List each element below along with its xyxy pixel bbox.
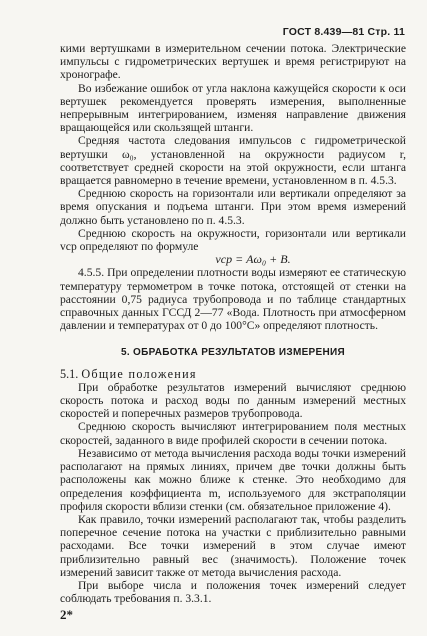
subsection-title: Общие положения bbox=[81, 366, 197, 381]
formula: vср = Aω₀ + B. bbox=[215, 252, 291, 267]
subsection-number: 5.1. bbox=[60, 366, 79, 381]
page-signature: 2* bbox=[60, 607, 73, 622]
page-body bbox=[60, 42, 406, 605]
paragraph: Среднюю скорость вычисляют интегрированием поля местных скоростей, заданного в виде профилей скорости в сечении потока. bbox=[60, 420, 406, 447]
paragraph: 4.5.5. При определении плотности воды измеряют ее статическую температуру термометром в точке потока, отстоящей от стенки на расстоянии 0,75 радиуса трубопровода и по таблице стандартных справочных данных ГССД 2—77 «Вода. Плотность при атмосферном давлении и температурах от 0 до 100°С» определяют плотность. bbox=[60, 266, 406, 333]
paragraph: Как правило, точки измерений располагают так, чтобы разделить поперечное сечение потока на участки с приблизительно равными расходами. Все точки измерений в этом случае имеют приблизительно равный вес (значимость). Положение точек измерений зависит также от метода вычисления расхода. bbox=[60, 512, 406, 579]
subsection-heading bbox=[60, 368, 406, 381]
paragraph: Во избежание ошибок от угла наклона кажущейся скорости к оси вертушек рекомендуется проверять измерения, выполненные непрерывным интегрированием, изменяя направление движения вращающейся или скользящей штанги. bbox=[60, 81, 406, 135]
paragraph: При обработке результатов измерений вычисляют среднюю скорость потока и расход воды по данным измерений местных скоростей и поперечных размеров трубопровода. bbox=[60, 380, 406, 421]
paragraph: кими вертушками в измерительном сечении потока. Электрические импульсы с гидрометрических вертушек и время регистрируют на хронографе. bbox=[60, 42, 406, 82]
paragraph: Независимо от метода вычисления расхода воды точки измерений располагают на прямых линиях, причем две точки должны быть расположены как можно ближе к стенке. Это необходимо для определения коэффициента m, используемого для экстраполяции профиля скорости вблизи стенки (см. обязательное приложение 4). bbox=[60, 446, 406, 513]
paragraph: При выборе числа и положения точек измерений следует соблюдать требования п. 3.3.1. bbox=[60, 578, 406, 606]
paragraph: Среднюю скорость на горизонтали или вертикали определяют за время опускания и подъема штанги. При этом время измерений должно быть установлено по п. 4.5.3. bbox=[60, 187, 406, 227]
page-header: ГОСТ 8.439—81 Стр. 11 bbox=[282, 26, 405, 38]
section-title: 5. ОБРАБОТКА РЕЗУЛЬТАТОВ ИЗМЕРЕНИЯ bbox=[121, 347, 345, 359]
paragraph: Среднюю скорость на окружности, горизонтали или вертикали vср определяют по формуле bbox=[60, 226, 406, 254]
paragraph: Средняя частота следования импульсов с гидрометрической вертушки ω₀, установленной на окружности радиусом r, соответствует средней скорости на этой окружности, если штанга вращается равномерно в течение времени, установленном в п. 4.5.3. bbox=[60, 134, 406, 188]
